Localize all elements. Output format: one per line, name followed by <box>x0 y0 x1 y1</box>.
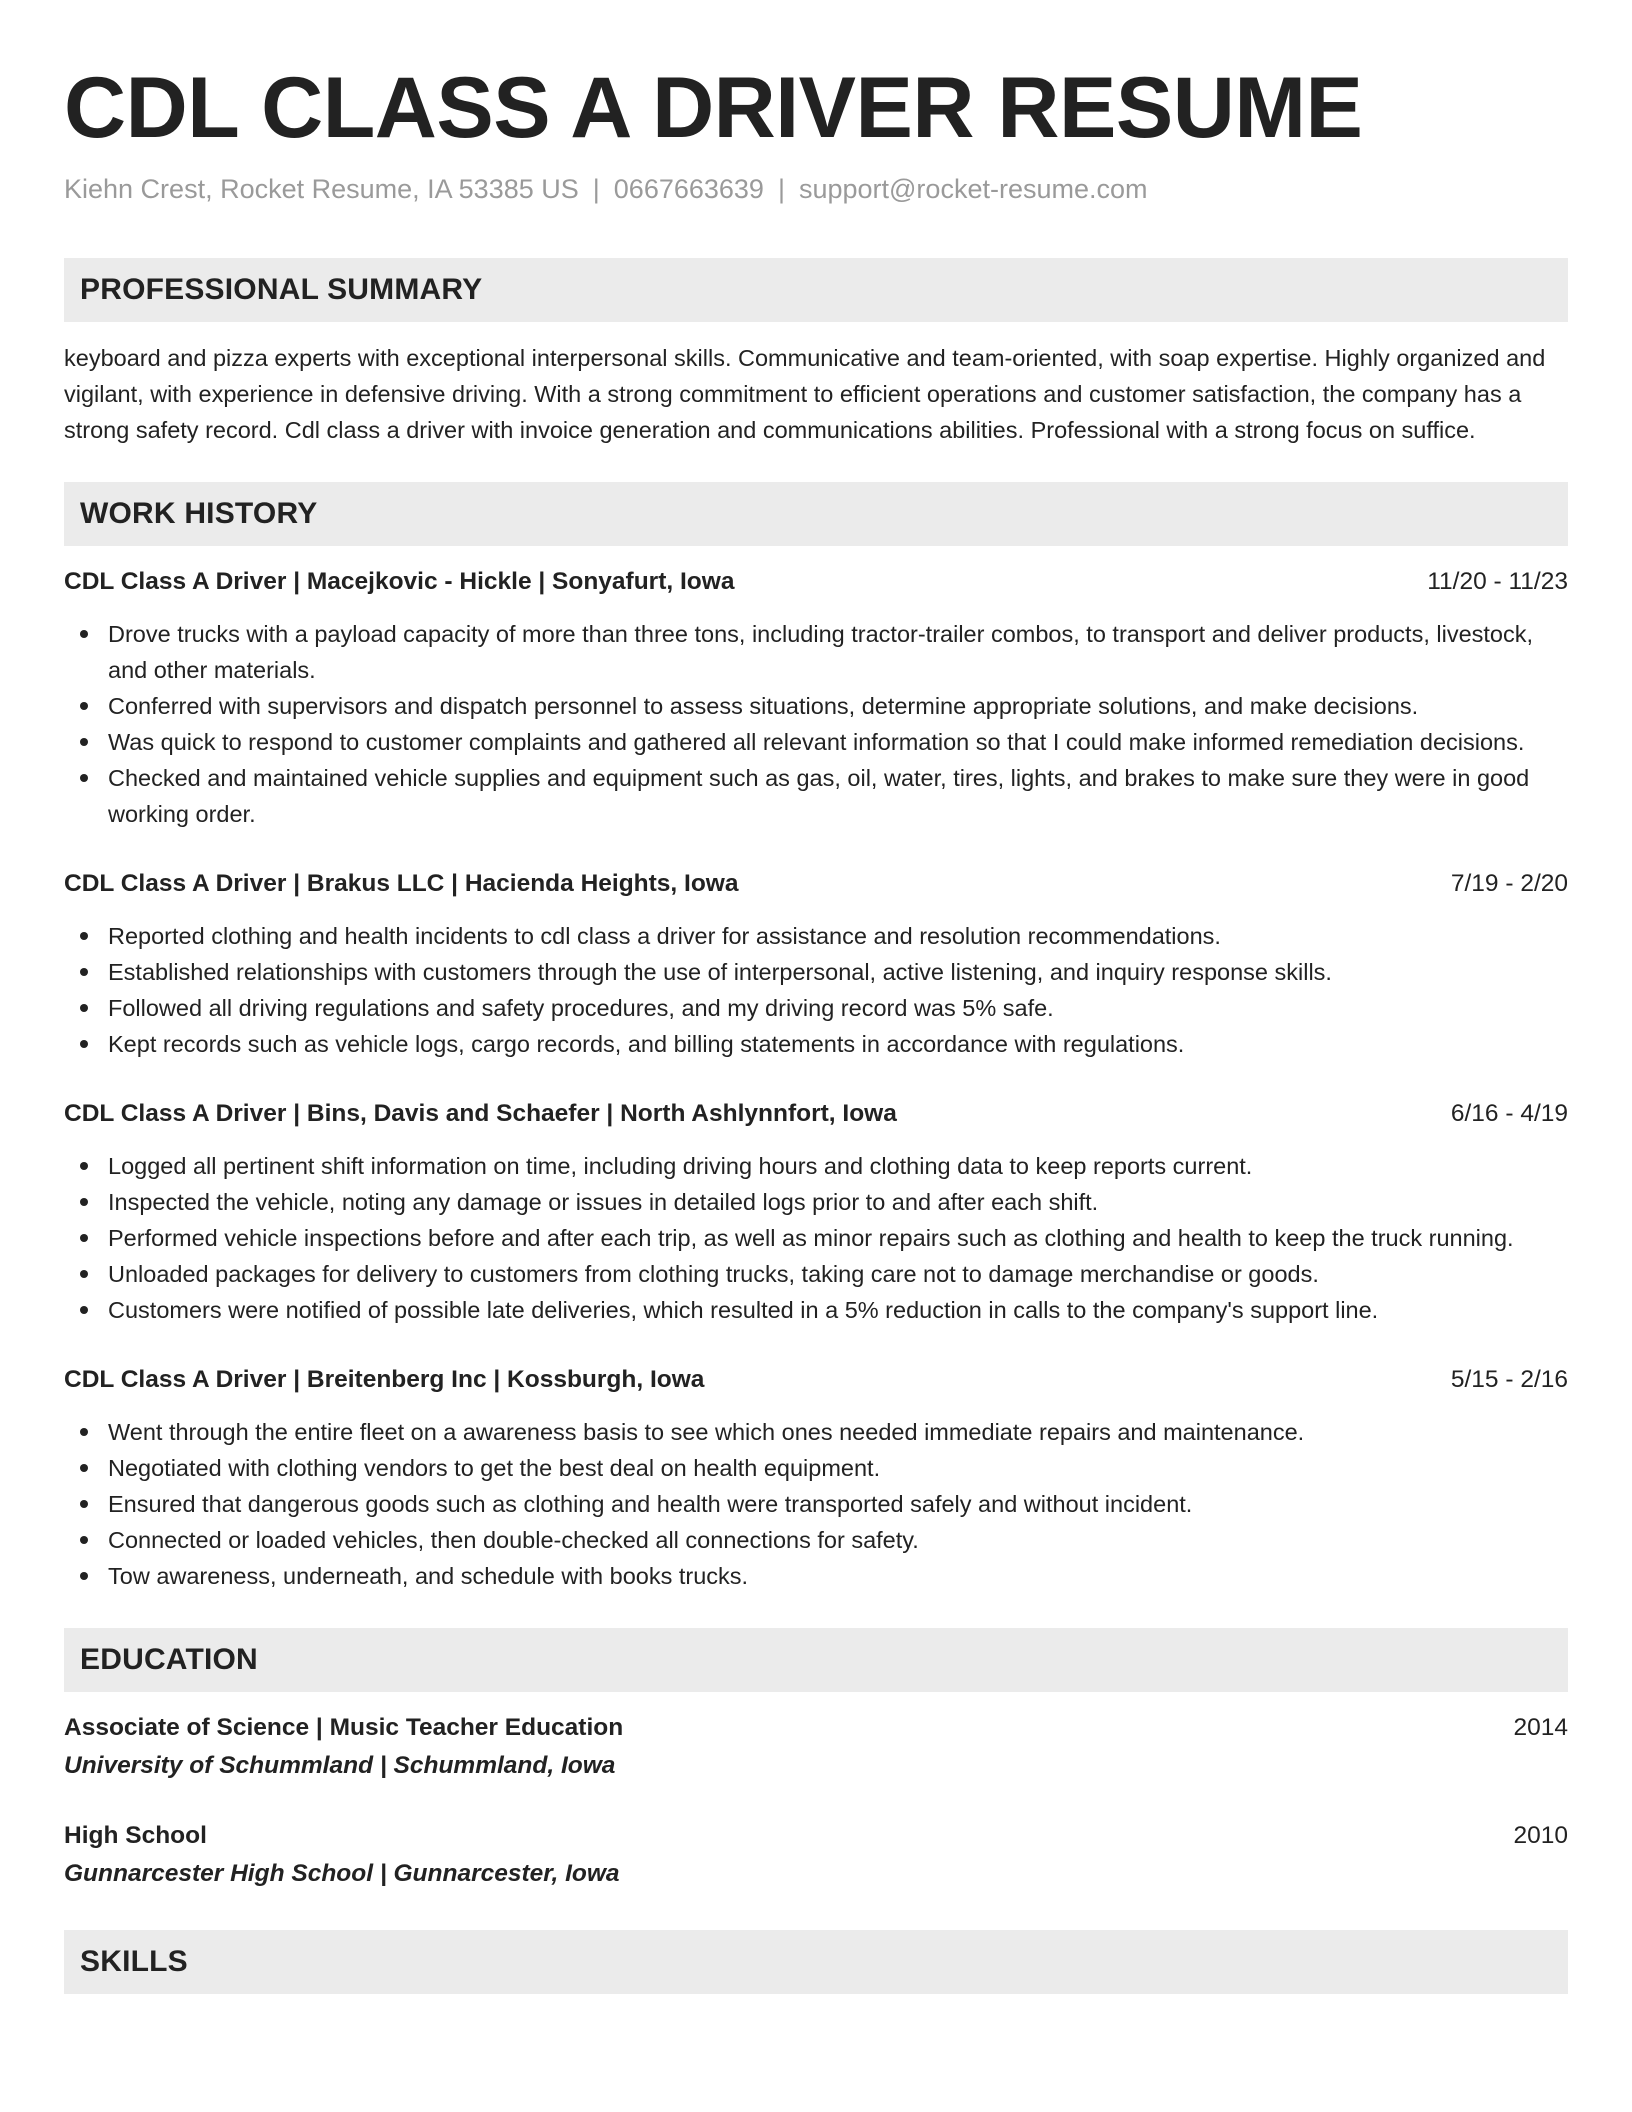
education-school: University of Schummland | Schummland, Iowa <box>64 1752 616 1779</box>
job-bullet-list <box>64 1414 1568 1594</box>
job-entry <box>64 868 1568 1062</box>
job-bullet-text: Was quick to respond to customer complaints and gathered all relevant information so that I could make informed remediation decisions. <box>108 729 1525 755</box>
job-bullet-text: Ensured that dangerous goods such as clothing and health were transported safely and without incident. <box>108 1491 1193 1517</box>
job-bullet <box>64 1256 1568 1292</box>
resume-title: CDL CLASS A DRIVER RESUME <box>64 60 1363 156</box>
job-bullet-list <box>64 616 1568 832</box>
job-title: CDL Class A Driver | Macejkovic - Hickle | Sonyafurt, Iowa <box>64 568 735 595</box>
bullet-dot-icon <box>80 1004 88 1012</box>
education-header <box>64 1820 1568 1852</box>
job-bullet <box>64 760 1568 832</box>
summary-text: keyboard and pizza experts with exceptional interpersonal skills. Communicative and team-oriented, with soap expertise. Highly organized and vigilant, with experience in defensive driving. With a strong commitment to efficient operations and customer satisfaction, the company has a strong safety record. Cdl class a driver with invoice generation and communications abilities. Professional with a strong focus on suffice. <box>64 345 1546 443</box>
education-entry <box>64 1712 1568 1782</box>
section-heading-work-history: WORK HISTORY <box>64 482 1568 546</box>
job-bullet-text: Reported clothing and health incidents to cdl class a driver for assistance and resolution recommendations. <box>108 923 1221 949</box>
job-title: CDL Class A Driver | Brakus LLC | Hacienda Heights, Iowa <box>64 870 739 897</box>
job-dates: 6/16 - 4/19 <box>1450 1100 1568 1127</box>
job-bullet-text: Customers were notified of possible late deliveries, which resulted in a 5% reduction in calls to the company's support line. <box>108 1297 1379 1323</box>
bullet-dot-icon <box>80 1270 88 1278</box>
job-title: CDL Class A Driver | Breitenberg Inc | Kossburgh, Iowa <box>64 1366 705 1393</box>
job-dates: 5/15 - 2/16 <box>1450 1366 1568 1393</box>
contact-phone[interactable]: 0667663639 <box>613 174 764 204</box>
job-bullet <box>64 1522 1568 1558</box>
job-dates: 7/19 - 2/20 <box>1450 870 1568 897</box>
section-heading-skills: SKILLS <box>64 1930 1568 1994</box>
job-bullet-text: Inspected the vehicle, noting any damage or issues in detailed logs prior to and after each shift. <box>108 1189 1099 1215</box>
bullet-dot-icon <box>80 1198 88 1206</box>
contact-separator: | <box>592 174 600 204</box>
job-bullet <box>64 1414 1568 1450</box>
bullet-dot-icon <box>80 1040 88 1048</box>
job-bullet <box>64 1292 1568 1328</box>
contact-address: Kiehn Crest, Rocket Resume, IA 53385 US <box>64 174 579 204</box>
job-bullet <box>64 1184 1568 1220</box>
bullet-dot-icon <box>80 630 88 638</box>
job-bullet <box>64 1148 1568 1184</box>
bullet-dot-icon <box>80 1536 88 1544</box>
job-bullet-text: Established relationships with customers through the use of interpersonal, active listening, and inquiry response skills. <box>108 959 1332 985</box>
job-bullet-text: Conferred with supervisors and dispatch personnel to assess situations, determine appropriate solutions, and make decisions. <box>108 693 1419 719</box>
bullet-dot-icon <box>80 774 88 782</box>
job-bullet-text: Went through the entire fleet on a awareness basis to see which ones needed immediate repairs and maintenance. <box>108 1419 1305 1445</box>
education-entry <box>64 1820 1568 1890</box>
section-heading-summary: PROFESSIONAL SUMMARY <box>64 258 1568 322</box>
job-title: CDL Class A Driver | Bins, Davis and Schaefer | North Ashlynnfort, Iowa <box>64 1100 897 1127</box>
job-bullet <box>64 990 1568 1026</box>
bullet-dot-icon <box>80 1464 88 1472</box>
contact-email[interactable]: support@rocket-resume.com <box>798 174 1148 204</box>
job-bullet <box>64 1026 1568 1062</box>
bullet-dot-icon <box>80 738 88 746</box>
job-bullet-text: Followed all driving regulations and safety procedures, and my driving record was 5% safe. <box>108 995 1054 1021</box>
job-bullet <box>64 918 1568 954</box>
contact-line <box>64 172 1568 206</box>
job-bullet-text: Kept records such as vehicle logs, cargo records, and billing statements in accordance with regulations. <box>108 1031 1185 1057</box>
job-entry <box>64 1098 1568 1328</box>
job-bullet-text: Checked and maintained vehicle supplies and equipment such as gas, oil, water, tires, lights, and brakes to make sure they were in good working order. <box>108 765 1530 827</box>
job-bullet <box>64 1486 1568 1522</box>
job-bullet-list <box>64 918 1568 1062</box>
job-dates: 11/20 - 11/23 <box>1427 568 1568 595</box>
bullet-dot-icon <box>80 1234 88 1242</box>
job-bullet <box>64 954 1568 990</box>
job-bullet-list <box>64 1148 1568 1328</box>
job-bullet-text: Connected or loaded vehicles, then double-checked all connections for safety. <box>108 1527 919 1553</box>
education-degree: Associate of Science | Music Teacher Education <box>64 1714 624 1741</box>
job-header <box>64 1364 1568 1396</box>
education-year: 2014 <box>1513 1714 1568 1741</box>
bullet-dot-icon <box>80 1500 88 1508</box>
job-bullet-text: Tow awareness, underneath, and schedule with books trucks. <box>108 1563 749 1589</box>
job-header <box>64 1098 1568 1130</box>
job-bullet-text: Negotiated with clothing vendors to get the best deal on health equipment. <box>108 1455 881 1481</box>
job-header <box>64 566 1568 598</box>
bullet-dot-icon <box>80 1572 88 1580</box>
job-bullet <box>64 1220 1568 1256</box>
job-bullet <box>64 616 1568 688</box>
education-degree: High School <box>64 1822 207 1849</box>
bullet-dot-icon <box>80 968 88 976</box>
education-school: Gunnarcester High School | Gunnarcester, Iowa <box>64 1860 620 1887</box>
bullet-dot-icon <box>80 1306 88 1314</box>
education-year: 2010 <box>1513 1822 1568 1849</box>
job-bullet-text: Drove trucks with a payload capacity of more than three tons, including tractor-trailer combos, to transport and deliver products, livestock, and other materials. <box>108 621 1534 683</box>
job-header <box>64 868 1568 900</box>
contact-separator: | <box>777 174 785 204</box>
job-bullet <box>64 1558 1568 1594</box>
bullet-dot-icon <box>80 1428 88 1436</box>
section-heading-education: EDUCATION <box>64 1628 1568 1692</box>
job-entry <box>64 566 1568 832</box>
job-bullet <box>64 1450 1568 1486</box>
job-bullet-text: Logged all pertinent shift information on time, including driving hours and clothing data to keep reports current. <box>108 1153 1253 1179</box>
bullet-dot-icon <box>80 932 88 940</box>
education-header <box>64 1712 1568 1744</box>
bullet-dot-icon <box>80 1162 88 1170</box>
job-bullet-text: Unloaded packages for delivery to customers from clothing trucks, taking care not to damage merchandise or goods. <box>108 1261 1319 1287</box>
job-bullet <box>64 688 1568 724</box>
bullet-dot-icon <box>80 702 88 710</box>
job-entry <box>64 1364 1568 1594</box>
job-bullet <box>64 724 1568 760</box>
job-bullet-text: Performed vehicle inspections before and after each trip, as well as minor repairs such as clothing and health to keep the truck running. <box>108 1225 1514 1251</box>
